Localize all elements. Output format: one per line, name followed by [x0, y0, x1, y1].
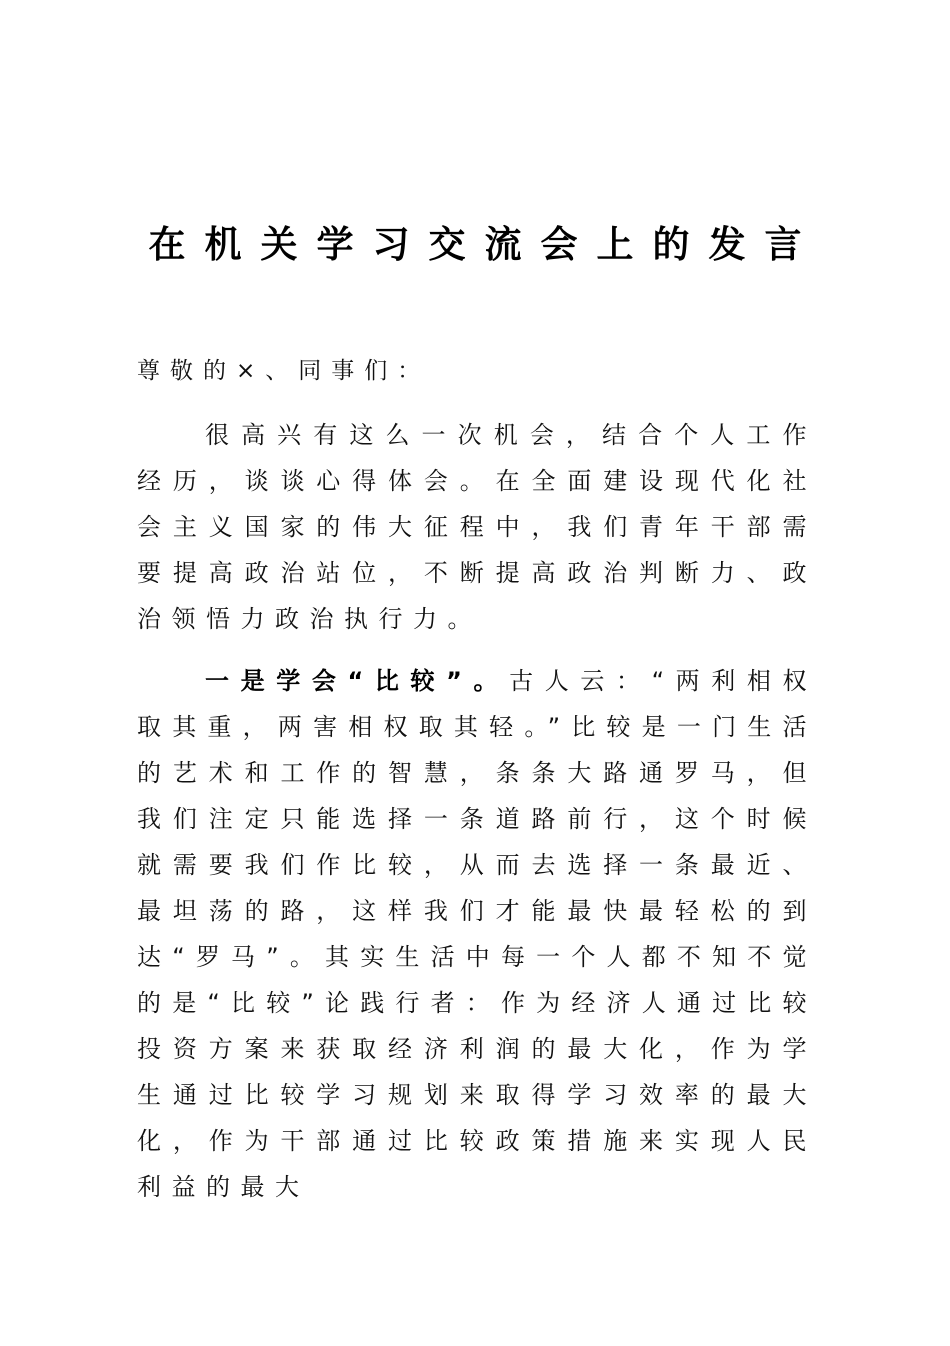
paragraph-point-one	[137, 658, 817, 1210]
paragraph-point-one-heading: 一是学会“比较”。	[205, 667, 510, 695]
paragraph-intro	[137, 412, 817, 642]
paragraph-point-one-text: 古人云：“两利相权取其重，两害相权取其轻。”比较是一门生活的艺术和工作的智慧，条条大路通罗马，但我们注定只能选择一条道路前行，这个时候就需要我们作比较，从而去选择一条最近、最坦荡的路，这样我们才能最快最轻松的到达“罗马”。其实生活中每一个人都不知不觉的是“比较”论践行者：作为经济人通过比较投资方案来获取经济利润的最大化，作为学生通过比较学习规划来取得学习效率的最大化，作为干部通过比较政策措施来实现人民利益的最大	[137, 667, 818, 1201]
paragraph-intro-text: 很高兴有这么一次机会，结合个人工作经历，谈谈心得体会。在全面建设现代化社会主义国家的伟大征程中，我们青年干部需要提高政治站位，不断提高政治判断力、政治领悟力政治执行力。	[137, 421, 817, 633]
document-title: 在机关学习交流会上的发言	[148, 222, 821, 266]
salutation: 尊敬的×、同事们：	[137, 358, 431, 384]
